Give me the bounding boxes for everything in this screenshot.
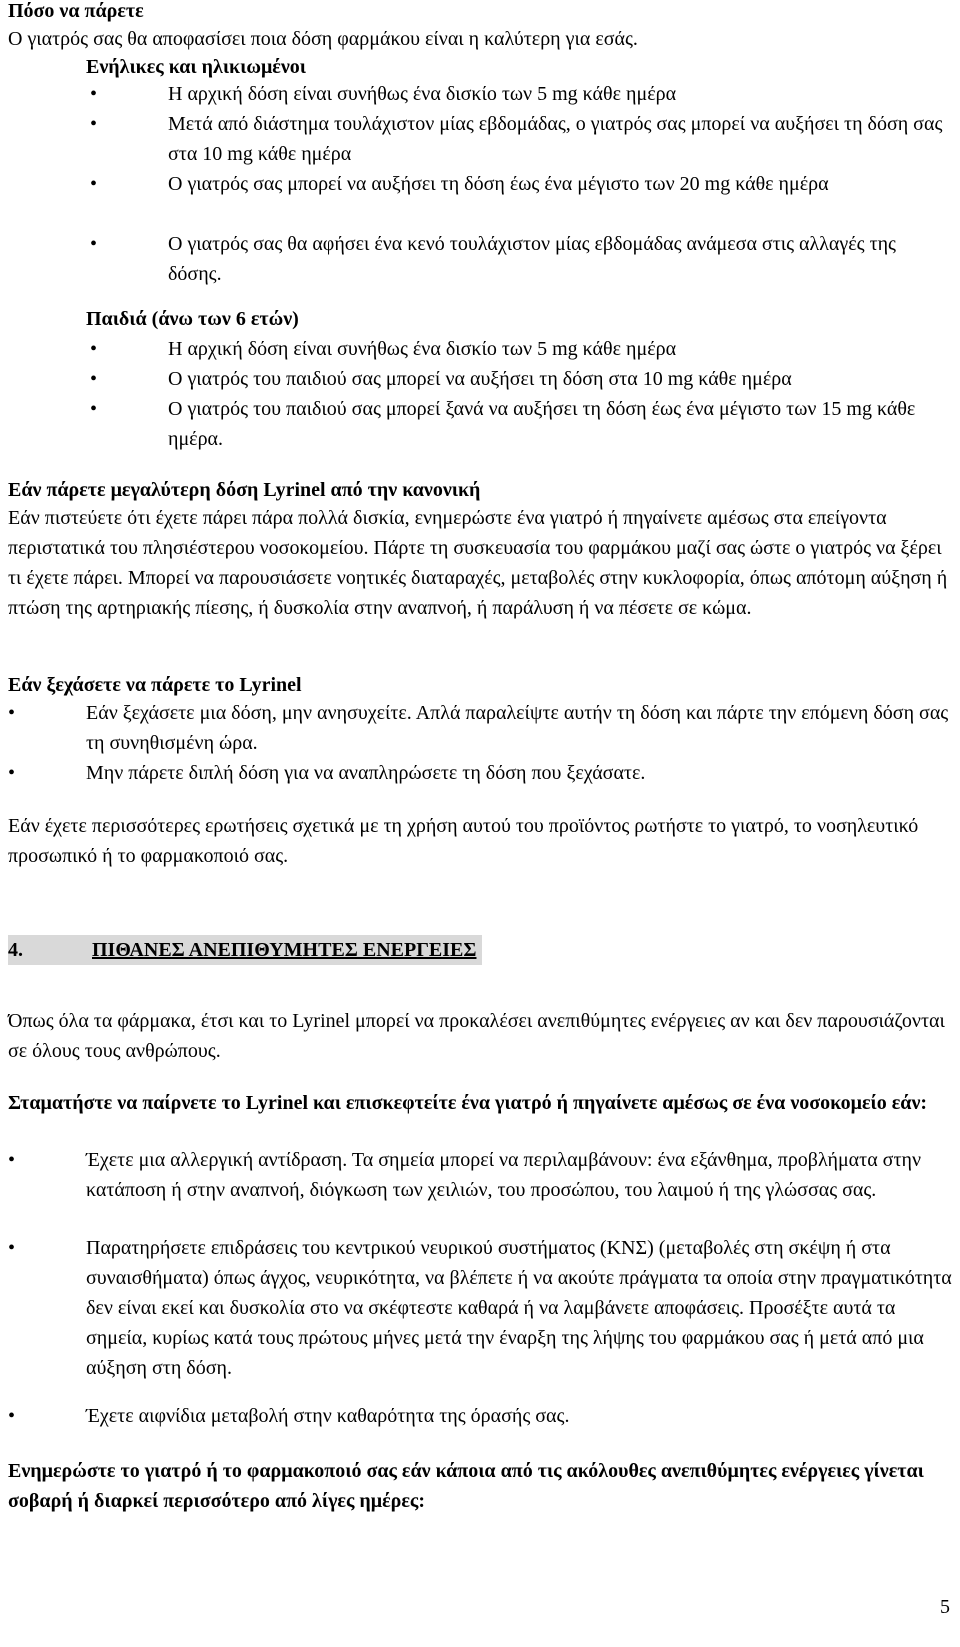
bullet-icon: • xyxy=(8,1149,16,1171)
bullet-icon: • xyxy=(90,113,98,135)
list-item: • Ο γιατρός του παιδιού σας μπορεί να αυξήσει τη δόση στα 10 mg κάθε ημέρα xyxy=(168,364,952,394)
bullet-icon: • xyxy=(8,1405,16,1427)
list-item: • Η αρχική δόση είναι συνήθως ένα δισκίο των 5 mg κάθε ημέρα xyxy=(168,79,952,109)
bullet-icon: • xyxy=(8,702,16,724)
bullet-icon: • xyxy=(90,83,98,105)
how-to-take-intro: Ο γιατρός σας θα αποφασίσει ποια δόση φαρμάκου είναι η καλύτερη για εσάς. xyxy=(8,28,638,50)
list-item: • Ο γιατρός του παιδιού σας μπορεί ξανά να αυξήσει τη δόση έως ένα μέγιστο των 15 mg κάθε ημέρα. xyxy=(168,394,952,454)
overdose-text: Εάν πιστεύετε ότι έχετε πάρει πάρα πολλά δισκία, ενημερώστε ένα γιατρό ή πηγαίνετε αμέσως στα επείγοντα περιστατικά του πλησιέστερου νοσοκομείου. Πάρτε τη συσκευασία του φαρμάκου μαζί σας ώστε ο γιατρός να ξέρει τι έχετε πάρει. Μπορεί να παρουσιάσετε νοητικές διαταραχές, μεταβολές στην κυκλοφορία, όπως απότομη αύξηση ή πτώση της αρτηριακής πίεσης, ή δυσκολία στην αναπνοή, ή παράλυση ή να πέσετε σε κώμα. xyxy=(8,507,948,619)
questions-text: Εάν έχετε περισσότερες ερωτήσεις σχετικά με τη χρήση αυτού του προϊόντος ρωτήστε το γιατρό, το νοσηλευτικό προσωπικό ή το φαρμακοποιό σας. xyxy=(8,815,919,867)
list-item: • Μην πάρετε διπλή δόση για να αναπληρώσετε τη δόση που ξεχάσατε. xyxy=(86,758,952,788)
bullet-icon: • xyxy=(90,368,98,390)
children-dose-list xyxy=(90,334,952,454)
section-4-heading xyxy=(8,935,482,965)
list-item: • Παρατηρήσετε επιδράσεις του κεντρικού νευρικού συστήματος (ΚΝΣ) (μεταβολές στη σκέψη ή στα συναισθήματα) όπως άγχος, νευρικότητα, να βλέπετε ή να ακούτε πράγματα τα οποία στην πραγματικότητα δεν είναι εκεί και δυσκολία στο να σκέφτεστε καθαρά ή να λαμβάνετε αποφάσεις. Προσέξτε αυτά τα σημεία, κυρίως κατά τους πρώτους μήνες μετά την έναρξη της λήψης του φαρμάκου σας ή μετά από μια αύξηση στη δόση. xyxy=(86,1233,952,1401)
list-item: • Έχετε μια αλλεργική αντίδραση. Τα σημεία μπορεί να περιλαμβάνουν: ένα εξάνθημα, προβλήματα στην κατάποση ή στην αναπνοή, διόγκωση των χειλιών, του προσώπου, του λαιμού ή της γλώσσας σας. xyxy=(86,1145,952,1233)
page-number: 5 xyxy=(940,1596,950,1618)
forgot-dose-heading: Εάν ξεχάσετε να πάρετε το Lyrinel xyxy=(8,674,302,696)
bullet-icon: • xyxy=(90,398,98,420)
section-number: 4. xyxy=(8,939,23,961)
how-to-take-heading: Πόσο να πάρετε xyxy=(8,0,144,22)
adults-dose-list xyxy=(90,79,952,289)
list-item: • Εάν ξεχάσετε μια δόση, μην ανησυχείτε. Απλά παραλείψτε αυτήν τη δόση και πάρτε την επόμενη δόση σας τη συνηθισμένη ώρα. xyxy=(86,698,952,758)
inform-doctor-heading: Ενημερώστε το γιατρό ή το φαρμακοποιό σας εάν κάποια από τις ακόλουθες ανεπιθύμητες ενέργειες γίνεται σοβαρή ή διαρκεί περισσότερο από λίγες ημέρες: xyxy=(8,1460,924,1512)
bullet-icon: • xyxy=(90,233,98,255)
forgot-dose-list xyxy=(8,698,952,788)
children-heading: Παιδιά (άνω των 6 ετών) xyxy=(86,308,299,330)
overdose-heading: Εάν πάρετε μεγαλύτερη δόση Lyrinel από την κανονική xyxy=(8,479,481,501)
list-item: • Ο γιατρός σας μπορεί να αυξήσει τη δόση έως ένα μέγιστο των 20 mg κάθε ημέρα xyxy=(168,169,952,229)
list-item: • Μετά από διάστημα τουλάχιστον μίας εβδομάδας, ο γιατρός σας μπορεί να αυξήσει τη δόση σας στα 10 mg κάθε ημέρα xyxy=(168,109,952,169)
bullet-icon: • xyxy=(8,1237,16,1259)
list-item: • Ο γιατρός σας θα αφήσει ένα κενό τουλάχιστον μίας εβδομάδας ανάμεσα στις αλλαγές της δόσης. xyxy=(168,229,952,289)
bullet-icon: • xyxy=(90,173,98,195)
stop-taking-heading: Σταματήστε να παίρνετε το Lyrinel και επισκεφτείτε ένα γιατρό ή πηγαίνετε αμέσως σε ένα νοσοκομείο εάν: xyxy=(8,1092,928,1114)
list-item: • Έχετε αιφνίδια μεταβολή στην καθαρότητα της όρασής σας. xyxy=(86,1401,952,1431)
bullet-icon: • xyxy=(90,338,98,360)
side-effects-intro: Όπως όλα τα φάρμακα, έτσι και το Lyrinel μπορεί να προκαλέσει ανεπιθύμητες ενέργειες αν και δεν παρουσιάζονται σε όλους τους ανθρώπους. xyxy=(8,1010,945,1062)
stop-taking-list xyxy=(8,1145,952,1431)
section-title: ΠΙΘΑΝΕΣ ΑΝΕΠΙΘΥΜΗΤΕΣ ΕΝΕΡΓΕΙΕΣ xyxy=(92,939,477,961)
list-item: • Η αρχική δόση είναι συνήθως ένα δισκίο των 5 mg κάθε ημέρα xyxy=(168,334,952,364)
adults-heading: Ενήλικες και ηλικιωμένοι xyxy=(86,56,306,78)
bullet-icon: • xyxy=(8,762,16,784)
